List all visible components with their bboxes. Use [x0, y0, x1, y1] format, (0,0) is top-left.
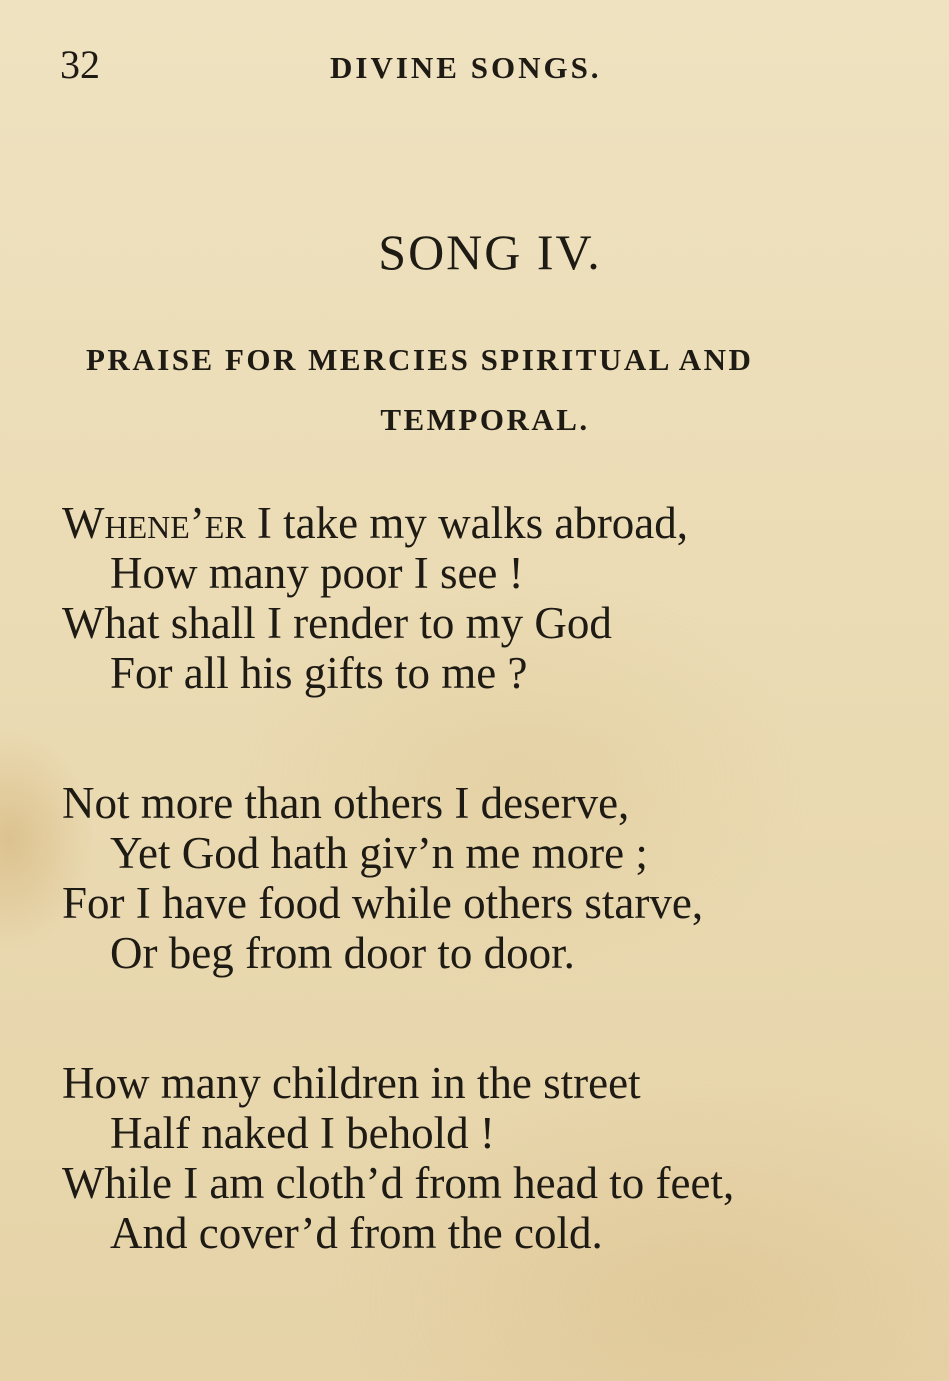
song-subtitle-line-1: PRAISE FOR MERCIES SPIRITUAL AND	[86, 342, 754, 377]
stanza-2	[62, 778, 942, 978]
stanza-3	[62, 1058, 942, 1258]
running-head: DIVINE SONGS.	[330, 50, 602, 85]
verse-line: Or beg from door to door.	[110, 928, 575, 978]
verse-line: For all his gifts to me ?	[110, 648, 528, 698]
verse-line: For I have food while others starve,	[62, 878, 704, 928]
page-header	[0, 40, 949, 90]
verse-line: Half naked I behold !	[110, 1108, 495, 1158]
song-subtitle-line-2: TEMPORAL.	[380, 402, 590, 437]
verse-line: Not more than others I deserve,	[62, 778, 630, 828]
verse-line: How many poor I see !	[110, 548, 524, 598]
verse-first-word: Whene’er	[62, 498, 246, 548]
verse-line: How many children in the street	[62, 1058, 641, 1108]
verse-line: And cover’d from the cold.	[110, 1208, 603, 1258]
stanza-1	[62, 498, 942, 698]
verse-line: Yet God hath giv’n me more ;	[110, 828, 648, 878]
verse-line	[62, 498, 942, 548]
verse-line-rest: I take my walks abroad,	[245, 498, 689, 548]
song-title: SONG IV.	[378, 224, 602, 280]
verse-line: What shall I render to my God	[62, 598, 612, 648]
verse-line: While I am cloth’d from head to feet,	[62, 1158, 735, 1208]
page-number: 32	[60, 42, 100, 87]
